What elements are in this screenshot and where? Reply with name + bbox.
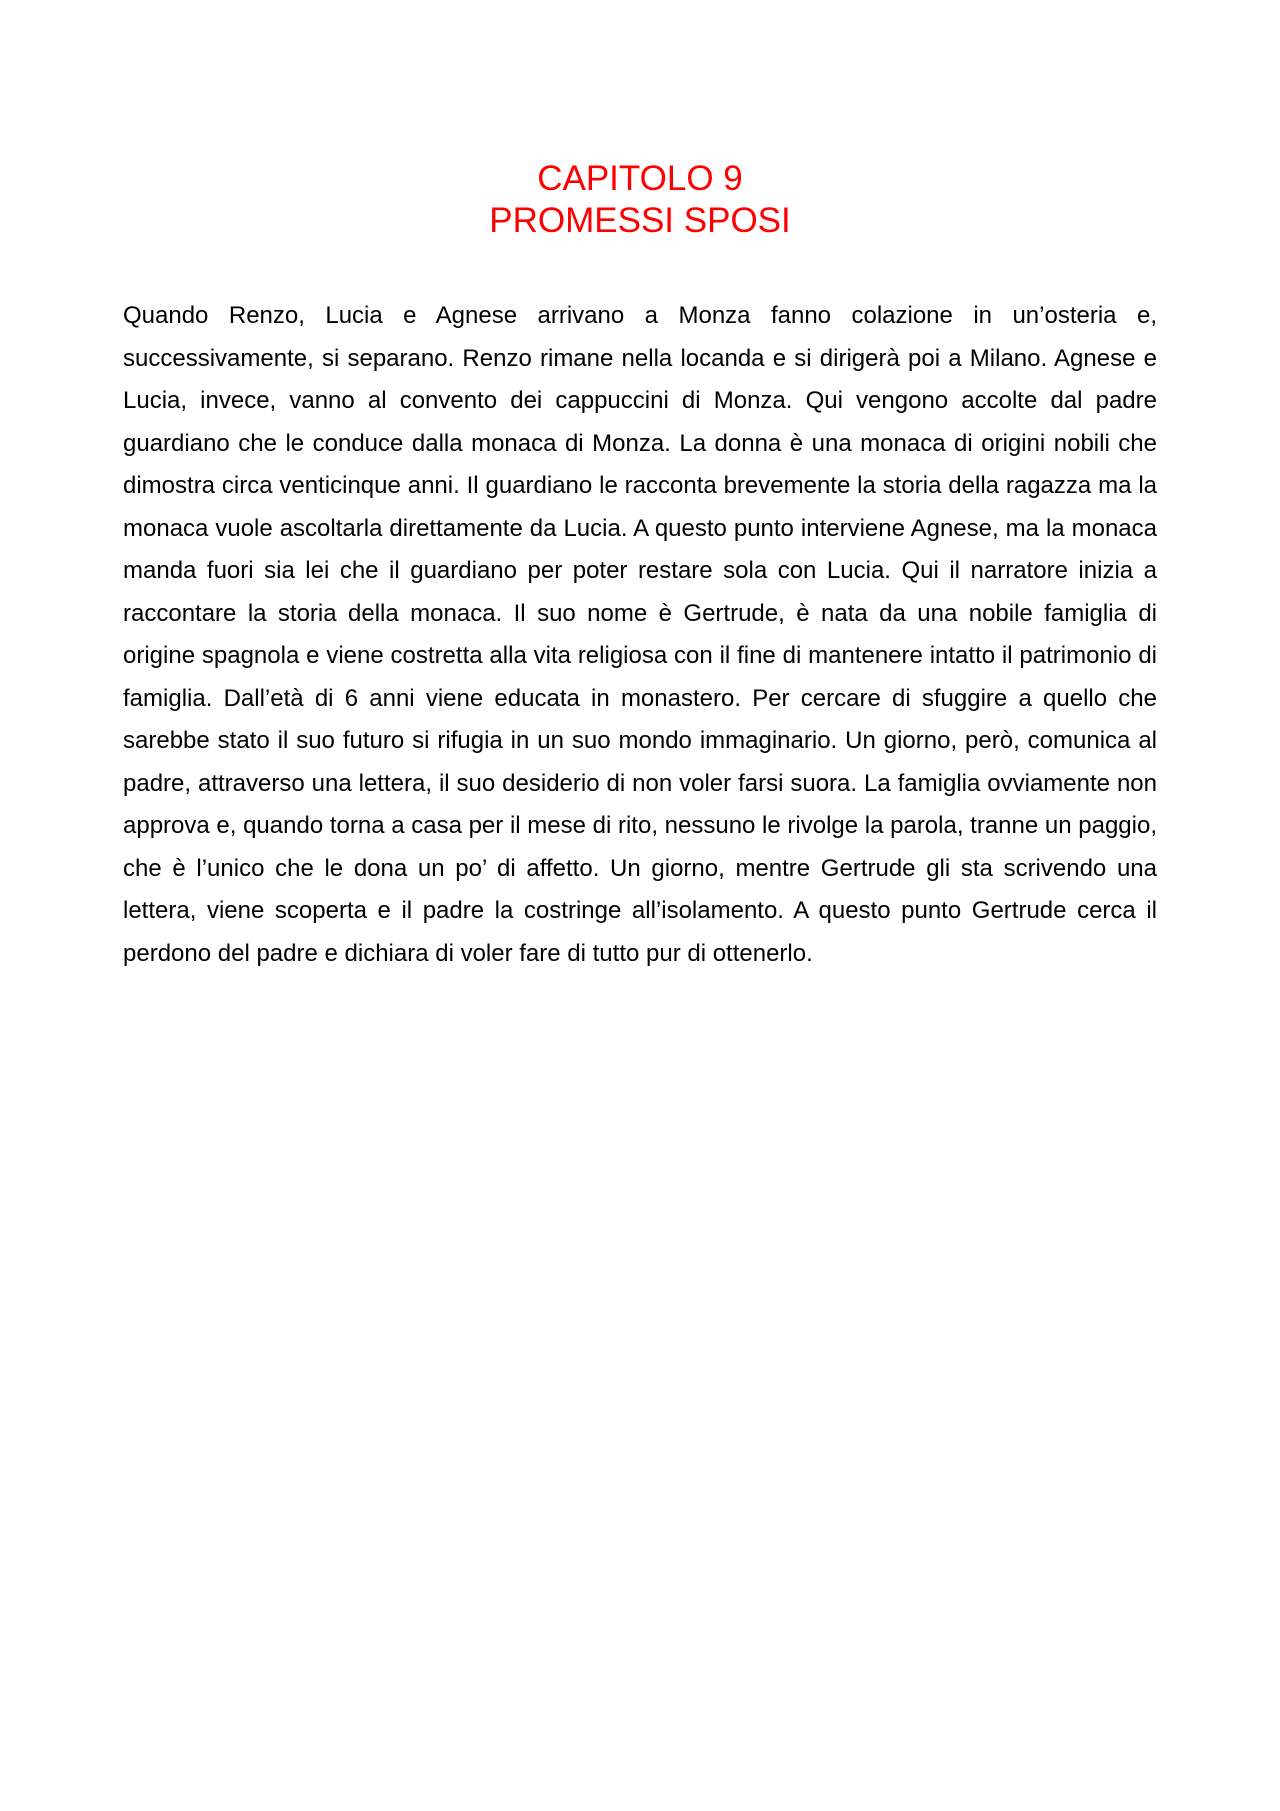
page-title bbox=[0, 158, 1280, 242]
body-paragraph: Quando Renzo, Lucia e Agnese arrivano a Monza fanno colazione in un’osteria e, successivamente, si separano. Renzo rimane nella locanda e si dirigerà poi a Milano. Agnese e Lucia, invece, vanno al convento dei cappuccini di Monza. Qui vengono accolte dal padre guardiano che le conduce dalla monaca di Monza. La donna è una monaca di origini nobili che dimostra circa venticinque anni. Il guardiano le racconta brevemente la storia della ragazza ma la monaca vuole ascoltarla direttamente da Lucia. A questo punto interviene Agnese, ma la monaca manda fuori sia lei che il guardiano per poter restare sola con Lucia. Qui il narratore inizia a raccontare la storia della monaca. Il suo nome è Gertrude, è nata da una nobile famiglia di origine spagnola e viene costretta alla vita religiosa con il fine di mantenere intatto il patrimonio di famiglia. Dall’età di 6 anni viene educata in monastero. Per cercare di sfuggire a quello che sarebbe stato il suo futuro si rifugia in un suo mondo immaginario. Un giorno, però, comunica al padre, attraverso una lettera, il suo desiderio di non voler farsi suora. La famiglia ovviamente non approva e, quando torna a casa per il mese di rito, nessuno le rivolge la parola, tranne un paggio, che è l’unico che le dona un po’ di affetto. Un giorno, mentre Gertrude gli sta scrivendo una lettera, viene scoperta e il padre la costringe all’isolamento. A questo punto Gertrude cerca il perdono del padre e dichiara di voler fare di tutto pur di ottenerlo. bbox=[123, 302, 1157, 967]
title-line-book: PROMESSI SPOSI bbox=[489, 201, 791, 240]
title-line-chapter: CAPITOLO 9 bbox=[537, 159, 743, 198]
